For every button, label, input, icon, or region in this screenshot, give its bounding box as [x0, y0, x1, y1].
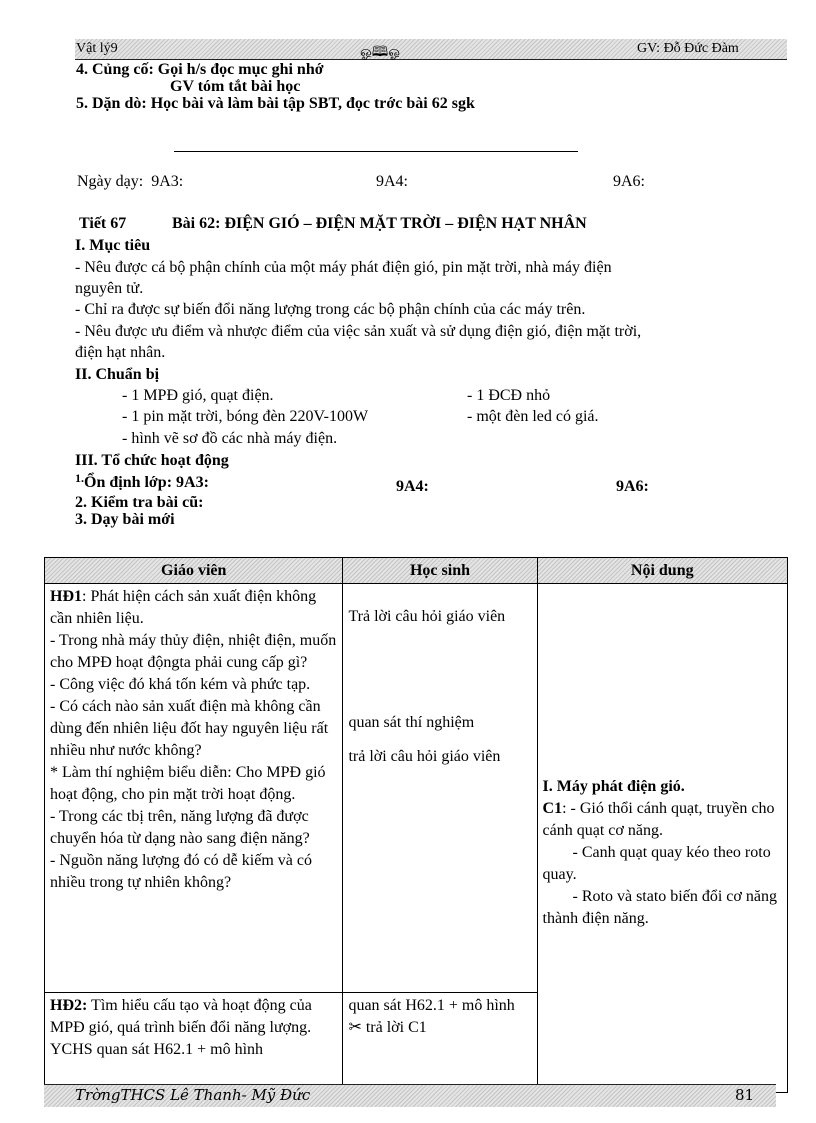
step2: 2. Kiểm tra bài cũ:	[75, 494, 204, 511]
item4-text: Gọi h/s đọc mục ghi nhớ	[157, 61, 324, 78]
step1-class-3: 9A6:	[616, 478, 649, 495]
row1-teacher-cell: HĐ1: Phát hiện cách sản xuất điện không cần nhiên liệu. - Trong nhà máy thủy điện, nhiệt điện, muốn cho MPĐ hoạt độngta phải cung cấp gì? - Công việc đó khá tốn kém và phức tạp. - Có cách nào sản xuất điện mà không cần dùng đến nhiên liệu đốt hay nguyên liệu rất nhiều như nước không? * Làm thí nghiệm biểu diễn: Cho MPĐ gió hoạt động, cho pin mặt trời hoạt động. - Trong các tbị trên, năng lượng đã được chuyển hóa từ dạng nào sang điện năng? - Nguồn năng lượng đó có dễ kiếm và có nhiều trong tự nhiên không?	[45, 584, 343, 993]
col-header-teacher: Giáo viên	[45, 558, 343, 584]
step1: $^{1.}$Ổn định lớp: 9A3:	[75, 471, 209, 491]
header-ornament-icon: ஓ🕮ஓ	[360, 45, 400, 60]
prep-item: - 1 pin mặt trời, bóng đèn 220V-100W	[122, 408, 369, 425]
lesson-period: Tiết 67	[79, 215, 127, 232]
table-header-row	[45, 558, 788, 584]
item4	[76, 61, 324, 79]
content-cell: I. Máy phát điện gió. C1: - Gió thổi cánh quạt, truyền cho cánh quạt cơ năng. - Canh quạt quay kéo theo roto quay. - Roto và stato biến đổi cơ năng thành điện năng.	[537, 584, 787, 1093]
item5-label: 5. Dặn dò:	[76, 95, 147, 112]
row2-student-cell: quan sát H62.1 + mô hình ✂ trả lời C1	[343, 993, 537, 1093]
lesson-title: Bài 62: ĐIỆN GIÓ – ĐIỆN MẶT TRỜI – ĐIỆN HẠT NHÂN	[172, 215, 587, 232]
objective-line: - Nêu được ưu điểm và nhược điểm của việc sản xuất và sử dụng điện gió, điện mặt trời,	[75, 323, 642, 340]
prep-item: - 1 MPĐ gió, quạt điện.	[122, 387, 274, 404]
item5	[76, 95, 475, 113]
prep-item: - 1 ĐCĐ nhỏ	[467, 387, 551, 404]
col-header-student: Học sinh	[343, 558, 537, 584]
item5-text: Học bài và làm bài tập SBT, đọc trớc bài 62 sgk	[150, 95, 475, 112]
row2-teacher-cell: HĐ2: Tìm hiểu cấu tạo và hoạt động của MPĐ gió, quá trình biến đổi năng lượng. YCHS quan sát H62.1 + mô hình	[45, 993, 343, 1093]
prep-item: - hình vẽ sơ đồ các nhà máy điện.	[122, 430, 338, 447]
objectives-heading: I. Mục tiêu	[75, 237, 151, 254]
divider-line	[174, 151, 578, 152]
scissors-icon: ✂	[348, 1019, 362, 1036]
schedule-class-3: 9A6:	[613, 173, 645, 190]
header-teacher: GV: Đỗ Đức Đàm	[637, 41, 739, 56]
activities-heading: III. Tổ chức hoạt động	[75, 452, 229, 469]
col-header-content: Nội dung	[537, 558, 787, 584]
objective-line: - Chỉ ra được sự biến đổi năng lượng trong các bộ phận chính của các máy trên.	[75, 301, 586, 318]
item4-label: 4. Củng cố:	[76, 61, 154, 78]
schedule-class-1: 9A3:	[151, 173, 184, 190]
step1-class-2: 9A4:	[396, 478, 429, 495]
schedule-class-2: 9A4:	[376, 173, 408, 190]
footer-page-number: 81	[735, 1086, 755, 1104]
footer-school: TrờngTHCS Lê Thanh- Mỹ Đức	[75, 1086, 311, 1104]
objective-line: nguyên tử.	[75, 280, 144, 297]
prep-item: - một đèn led có giá.	[467, 408, 599, 425]
objective-line: điện hạt nhân.	[75, 344, 166, 361]
row1-student-cell: Trả lời câu hỏi giáo viên quan sát thí nghiệm trả lời câu hỏi giáo viên	[343, 584, 537, 993]
schedule-label: Ngày dạy: 9A3:	[77, 173, 184, 190]
lesson-table	[44, 557, 788, 1093]
preparation-heading: II. Chuẩn bị	[75, 366, 160, 383]
step3: 3. Dạy bài mới	[75, 511, 175, 528]
table-row	[45, 584, 788, 993]
objective-line: - Nêu được cá bộ phận chính của một máy phát điện gió, pin mặt trời, nhà máy điện	[75, 259, 612, 276]
header-subject: Vật lý9	[76, 41, 118, 56]
item4-text2: GV tóm tắt bài học	[170, 78, 301, 95]
